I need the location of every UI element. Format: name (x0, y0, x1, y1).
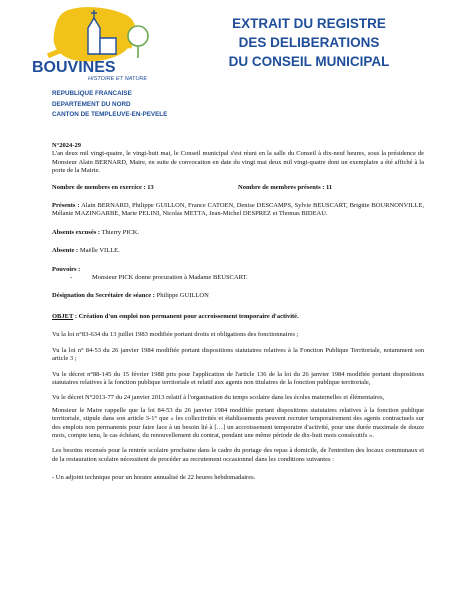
absente-label: Absente : (52, 247, 79, 255)
deliberation-body (52, 142, 424, 483)
title-line-2: DES DELIBERATIONS (238, 35, 380, 50)
logo-name: BOUVINES (32, 59, 116, 76)
paragraph-adjoint: - Un adjoint technique pour un horaire annualisé de 22 heures hebdomadaires. (52, 474, 256, 482)
title-line-3: DU CONSEIL MUNICIPAL (228, 54, 390, 69)
administrative-header (52, 89, 167, 121)
objet-text: : Création d'un emploi non permanent pour accroissement temporaire d'activité. (73, 312, 299, 320)
pouvoirs-label: Pouvoirs : (52, 265, 81, 273)
tree-icon (128, 26, 148, 58)
title-line-1: EXTRAIT DU REGISTRE (232, 16, 386, 31)
members-presents: Nombre de membres présents : 11 (238, 183, 333, 191)
secretaire-text: Philippe GUILLON (154, 292, 209, 300)
paragraph-decret-2013: Vu le décret N°2013-77 du 24 janvier 2013 relatif à l'organisation du temps scolaire dans les écoles maternelles et élémentaires, (52, 394, 385, 402)
presents-paragraph (52, 202, 424, 219)
absente-text: Maëlle VILLE. (78, 247, 120, 255)
secretaire (52, 292, 424, 300)
paragraph-maire-rappelle: Monsieur le Maire rappelle que la loi 84-53 du 26 janvier 1984 modifiée portant dispositions statutaires relatives à la fonction publique territoriale, stipule dans son article 3-1° que « les collectivités et établissements peuvent recruter temporairement des agents contractuels sur des emplois non permanents pour faire face à un besoin lié à […] un accroissement temporaire d'activité, pour une durée maximale de douze mois, compte tenu, le cas échéant, du renouvellement du contrat, pendant une même période de dix-huit mois consécutifs ». (52, 406, 424, 439)
members-row (52, 184, 424, 192)
paragraph-decret-88: Vu le décret n°88-145 du 15 février 1988 pris pour l'application de l'article 136 de la loi du 26 janvier 1984 modifiée portant dispositions statutaires relatives à la fonction publique territoriale et relatif aux agents non titulaires de la fonction publique territoriale, (52, 370, 424, 386)
absente (52, 247, 424, 255)
presents-text: Alain BERNARD, Philippe GUILLON, France CATOEN, Denise DESCAMPS, Sylvie BEUSCART, Brigitte BOURNONVILLE, Mélanie MAZINGARBE, Marie PELINI, Nicolas METTA, Jean-Michel DESPREZ et Thomas BIDEAU. (52, 202, 424, 218)
secretaire-label: Désignation du Secrétaire de séance : (52, 292, 155, 300)
deliberation-number: N°2024-29 (52, 142, 81, 149)
paragraph-besoins: Les besoins recensés pour la rentrée scolaire prochaine dans le cadre du portage des repas à domicile, de l'entretien des locaux communaux et de la restauration scolaire nécessitent de procéder au recrutement occasionnel dans les conditions suivantes : (52, 447, 424, 463)
absents-excuses (52, 229, 424, 237)
bouvines-logo (28, 6, 158, 84)
paragraph-loi-83: Vu la loi n°83-634 du 13 juillet 1983 modifiée portant droits et obligations des fonctionnaires ; (52, 331, 299, 339)
pouvoirs-item (52, 274, 424, 282)
objet-label: OBJET (52, 312, 74, 320)
pouvoirs-item-text: Monsieur PICK donne procuration à Madame BEUSCART. (92, 274, 248, 282)
absents-excuses-label: Absents excusés : (52, 228, 101, 236)
presents-label: Présents : (52, 202, 80, 210)
logo-tagline: HISTOIRE ET NATURE (88, 76, 148, 82)
admin-line-3: CANTON DE TEMPLEUVE-EN-PEVELE (52, 111, 168, 118)
admin-line-1: REPUBLIQUE FRANCAISE (52, 90, 132, 97)
dash-bullet: - (70, 274, 73, 282)
absents-excuses-text: Thierry PICK. (100, 228, 140, 236)
paragraph-loi-84: Vu la loi n° 84-53 du 26 janvier 1984 modifiée portant dispositions statutaires relatives à la Fonction Publique Territoriale, notamment son article 3 ; (52, 346, 424, 363)
document-title (178, 14, 440, 71)
objet (52, 313, 424, 321)
intro-paragraph: L'an deux mil vingt-quatre, le vingt-huit mai, le Conseil municipal s'est réuni en la salle du Conseil à dix-neuf heures, sous la présidence de Monsieur Alain BERNARD, Maire, en suite de convocation en date du vingt mai deux mil vingt-quatre dont un exemplaire a été affiché à la porte de la Mairie. (52, 150, 424, 175)
members-exercice: Nombre de membres en exercice : 13 (52, 183, 154, 191)
admin-line-2: DEPARTEMENT DU NORD (52, 100, 131, 108)
